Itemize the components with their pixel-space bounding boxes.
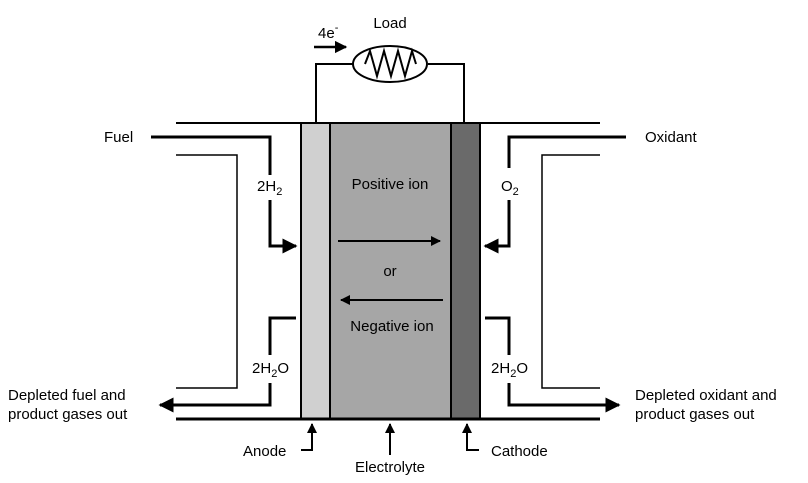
anode-label: Anode [243,443,287,460]
fuel-inlet-arrow [270,200,296,246]
cathode-layer [451,123,480,419]
load-label: Load [373,15,407,32]
oxidant-label: Oxidant [645,129,697,146]
oxidant-inlet-channel-inner [542,155,600,388]
right-outlet-label-line2: product gases out [635,406,755,423]
negative-ion-label: Negative ion [350,318,434,335]
cathode-pointer-arrow [467,424,479,450]
anode-layer [301,123,330,419]
cathode-label: Cathode [491,443,548,460]
cathode-exhaust-channel [485,318,509,355]
cathode-outlet-formula: $2H_2O$ [491,360,528,380]
right-outlet-label-line1: Depleted oxidant and [635,387,777,404]
electrons-label: 4e- [318,22,339,42]
fuel-inlet-channel-inner [176,155,237,388]
anode-exhaust-channel [270,318,296,355]
external-circuit-wire-right [428,64,464,123]
fuel-label: Fuel [104,129,134,146]
oxidant-inlet-arrow [485,200,509,246]
anode-inlet-formula: $2H_2$ [257,178,283,198]
cathode-exhaust-arrow [509,383,619,405]
left-outlet-label-line2: product gases out [8,406,128,423]
left-outlet-label-line1: Depleted fuel and [8,387,126,404]
fuel-inlet-channel-top [151,137,270,175]
positive-ion-label: Positive ion [351,176,429,193]
cathode-inlet-formula: $O_2$ [501,178,519,198]
oxidant-inlet-channel-top [509,137,626,168]
or-label: or [383,263,397,280]
anode-pointer-arrow [301,424,312,450]
anode-exhaust-arrow [160,383,270,405]
anode-outlet-formula: $2H_2O$ [252,360,289,380]
external-circuit-wire [316,64,353,123]
electrolyte-label: Electrolyte [354,459,426,476]
